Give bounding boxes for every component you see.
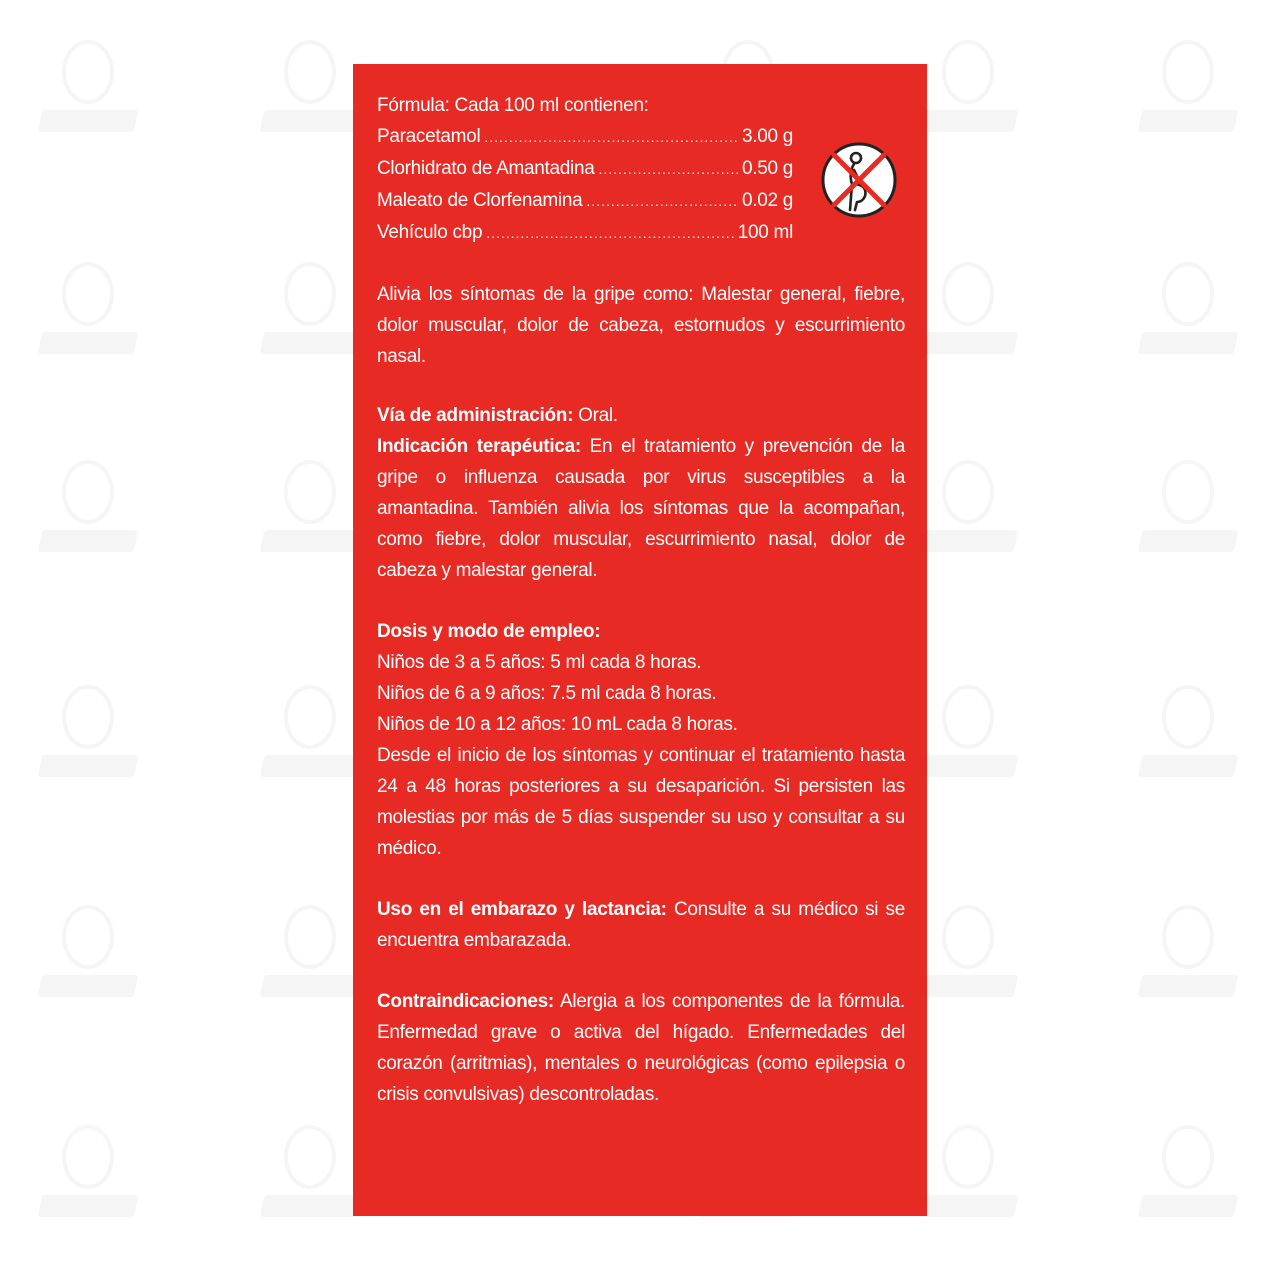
pregnancy-text: Consulte a su médico si se encuentra embarazada. xyxy=(377,899,905,951)
ingredient-name: Clorhidrato de Amantadina xyxy=(377,158,595,179)
indication-paragraph xyxy=(377,431,905,586)
watermark-logo-icon xyxy=(262,905,358,1015)
dosage-label: Dosis y modo de empleo: xyxy=(377,621,601,642)
pregnancy-paragraph xyxy=(377,894,905,956)
route-text: Oral. xyxy=(573,405,618,426)
contraindications-text: Alergia a los componentes de la fórmula. Enfermedad grave o activa del hígado. Enfermedades del corazón (arritmias), mentales o neurológicas (como epilepsia o crisis convulsivas) descontroladas. xyxy=(377,991,905,1105)
formula-row-vehiculo xyxy=(377,217,793,249)
watermark-logo-icon xyxy=(40,460,136,570)
leader-dots xyxy=(486,218,734,249)
pregnancy-label: Uso en el embarazo y lactancia: xyxy=(377,899,667,920)
watermark-logo-icon xyxy=(1140,685,1236,795)
watermark-logo-icon xyxy=(262,685,358,795)
ingredient-qty: 0.50 g xyxy=(741,158,793,179)
medicine-box-back-panel xyxy=(353,64,927,1216)
formula-row-paracetamol xyxy=(377,121,793,153)
watermark-logo-icon xyxy=(40,1125,136,1235)
formula-heading: Fórmula: Cada 100 ml contienen: xyxy=(377,95,649,116)
leader-dots xyxy=(586,186,738,217)
dosage-instructions: Desde el inicio de los síntomas y continuar el tratamiento hasta 24 a 48 horas posteriores a su desaparición. Si persisten las molestias por más de 5 días suspender su uso y consultar a su médico. xyxy=(377,745,905,859)
no-pregnancy-icon xyxy=(819,140,899,220)
ingredient-name: Maleato de Clorfenamina xyxy=(377,190,583,211)
ingredient-qty: 3.00 g xyxy=(741,126,793,147)
watermark-logo-icon xyxy=(40,685,136,795)
watermark-logo-icon xyxy=(262,460,358,570)
watermark-logo-icon xyxy=(920,262,1016,372)
symptom-relief-paragraph: Alivia los síntomas de la gripe como: Malestar general, fiebre, dolor muscular, dolor de cabeza, estornudos y escurrimiento nasal. xyxy=(377,284,905,367)
ingredient-name: Vehículo cbp xyxy=(377,222,483,243)
formula-row-amantadina xyxy=(377,153,793,185)
watermark-logo-icon xyxy=(920,1125,1016,1235)
watermark-logo-icon xyxy=(262,1125,358,1235)
watermark-logo-icon xyxy=(1140,40,1236,150)
ingredient-name: Paracetamol xyxy=(377,126,481,147)
watermark-logo-icon xyxy=(920,905,1016,1015)
contraindications-paragraph xyxy=(377,986,905,1110)
indication-label: Indicación terapéutica: xyxy=(377,436,581,457)
watermark-logo-icon xyxy=(262,262,358,372)
dosage-line: Niños de 6 a 9 años: 7.5 ml cada 8 horas. xyxy=(377,683,717,704)
route-paragraph xyxy=(377,400,905,431)
formula-section xyxy=(377,90,905,249)
watermark-logo-icon xyxy=(920,40,1016,150)
route-label: Vía de administración: xyxy=(377,405,574,426)
formula-row-clorfenamina xyxy=(377,185,793,217)
leader-dots xyxy=(484,122,738,153)
watermark-logo-icon xyxy=(1140,1125,1236,1235)
ingredient-qty: 100 ml xyxy=(737,222,793,243)
watermark-logo-icon xyxy=(1140,262,1236,372)
watermark-logo-icon xyxy=(262,40,358,150)
watermark-logo-icon xyxy=(1140,460,1236,570)
watermark-logo-icon xyxy=(40,40,136,150)
watermark-logo-icon xyxy=(40,262,136,372)
watermark-logo-icon xyxy=(920,460,1016,570)
dosage-heading xyxy=(377,616,905,647)
dosage-line: Niños de 10 a 12 años: 10 mL cada 8 horas. xyxy=(377,714,738,735)
contraindications-label: Contraindicaciones: xyxy=(377,991,554,1012)
indication-text: En el tratamiento y prevención de la gripe o influenza causada por virus susceptibles a la amantadina. También alivia los síntomas que la acompañan, como fiebre, dolor muscular, escurrimiento nasal, dolor de cabeza y malestar general. xyxy=(377,436,905,581)
watermark-logo-icon xyxy=(40,905,136,1015)
leader-dots xyxy=(598,154,737,185)
dosage-line: Niños de 3 a 5 años: 5 ml cada 8 horas. xyxy=(377,652,702,673)
watermark-logo-icon xyxy=(920,685,1016,795)
watermark-logo-icon xyxy=(1140,905,1236,1015)
ingredient-qty: 0.02 g xyxy=(741,190,793,211)
